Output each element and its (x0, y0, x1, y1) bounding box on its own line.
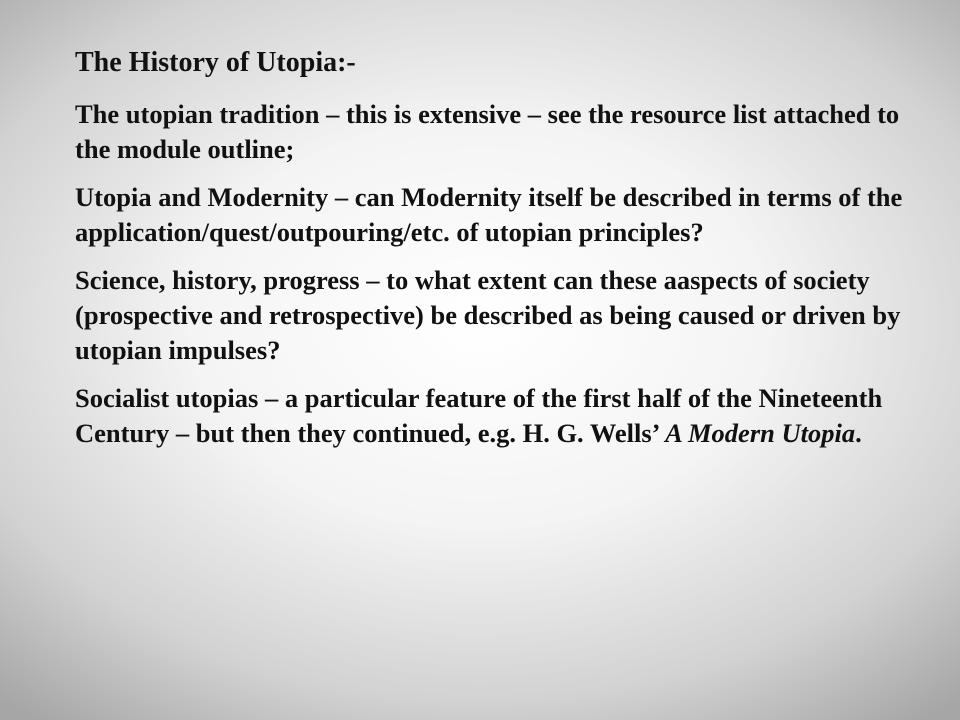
paragraph-socialist-utopias (75, 381, 925, 451)
book-title-a-modern-utopia: A Modern Utopia (665, 418, 856, 448)
paragraph-utopian-tradition: The utopian tradition – this is extensive – see the resource list attached to the module outline; (75, 99, 900, 164)
paragraph-utopia-modernity: Utopia and Modernity – can Modernity itself be described in terms of the application/quest/outpouring/etc. of utopian principles? (75, 182, 903, 247)
socialist-utopias-text: Socialist utopias – a particular feature of the first half of the Nineteenth Century – but then they continued, e.g. H. G. Wells’ (75, 383, 883, 448)
slide-title: The History of Utopia:- (75, 47, 356, 78)
paragraph-end-punctuation: . (855, 418, 862, 448)
paragraph-science-history-progress: Science, history, progress – to what extent can these aaspects of society (prospective and retrospective) be described as being caused or driven by utopian impulses? (75, 265, 901, 365)
slide-content (75, 45, 925, 464)
